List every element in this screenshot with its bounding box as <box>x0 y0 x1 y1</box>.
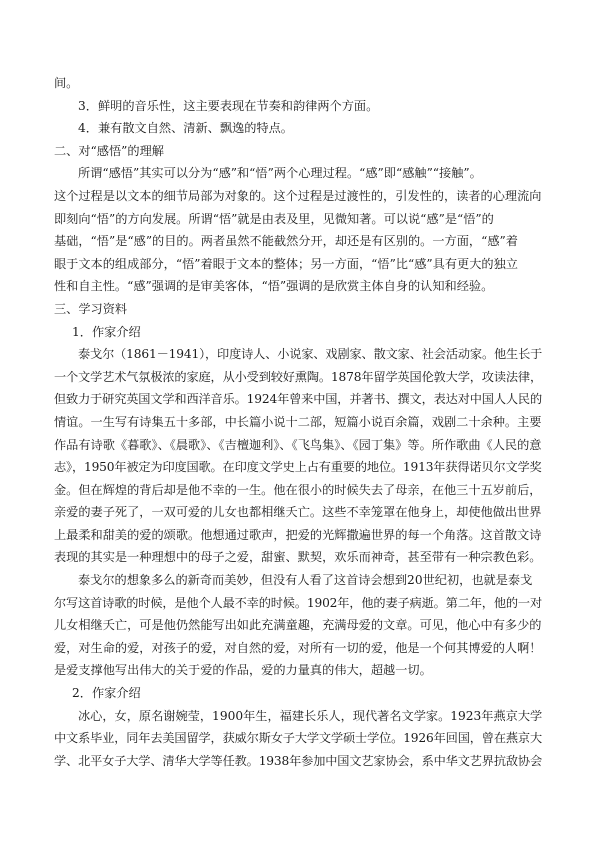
text-line: 间。 <box>54 76 79 90</box>
text-line: 性和自主性。“感”强调的是审美客体，“悟”强调的是欣赏主体自身的认知和经验。 <box>54 279 494 294</box>
text-line: 基础，“悟”是“感”的目的。两者虽然不能截然分开，却还是有区别的。一方面，“感”着 <box>54 234 518 249</box>
text-line: 二、对“感悟”的理解 <box>54 143 164 158</box>
text-line: 即刻向“悟”的方向发展。所谓“悟”就是由表及里，见微知著。可以说“感”是“悟”的 <box>54 211 494 226</box>
text-line: 泰戈尔的想象多么的新奇而美妙，但没有人看了这首诗会想到20世纪初，也就是泰戈 <box>78 573 533 588</box>
text-line: 三、学习资料 <box>54 301 128 316</box>
text-line: 泰戈尔（1861－1941），印度诗人、小说家、戏剧家、散文家、社会活动家。他生长于 <box>78 347 543 362</box>
text-line: 但致力于研究英国文学和西洋音乐。1924年曾来中国，并著书、撰文，表达对中国人人民的 <box>54 392 542 407</box>
document-page <box>54 72 542 772</box>
text-line: 上最柔和甜美的爱的颂歌。他想通过歌声，把爱的光辉撒遍世界的每一个角落。这首散文诗 <box>54 527 542 542</box>
text-line: 志》，1950年被定为印度国歌。在印度文学史上占有重要的地位。1913年获得诺贝尔文学奖 <box>54 460 542 475</box>
text-line: 亲爱的妻子死了，一双可爱的儿女也都相继夭亡。这些不幸笼罩在他身上，却使他做出世界 <box>54 505 542 520</box>
text-line: 作品有诗歌《暮歌》、《晨歌》、《吉檀迦利》、《飞鸟集》、《园丁集》等。所作歌曲《人民的意 <box>54 437 542 452</box>
text-line: 金。但在辉煌的背后却是他不幸的一生。他在很小的时候失去了母亲，在他三十五岁前后， <box>54 482 542 497</box>
text-line: 儿女相继夭亡，可是他仍然能写出如此充满童趣，充满母爱的文章。可见，他心中有多少的 <box>54 618 542 633</box>
text-line: 中文系毕业，同年去美国留学，获威尔斯女子大学文学硕士学位。1926年回国，曾在燕京大 <box>54 731 542 746</box>
text-line: 1．作家介绍 <box>72 324 141 339</box>
text-line: 4．兼有散文自然、清新、飘逸的特点。 <box>78 121 293 136</box>
text-line: 尔写这首诗歌的时候，是他个人最不幸的时候。1902年，他的妻子病逝。第二年，他的一对 <box>54 595 542 610</box>
text-line: 是爱支撑他写出伟大的关于爱的作品，爱的力量真的伟大，超越一切。 <box>54 663 432 678</box>
text-line: 冰心，女，原名谢婉莹，1900年生，福建长乐人，现代著名文学家。1923年燕京大学 <box>78 708 543 723</box>
text-line: 2．作家介绍 <box>72 686 141 701</box>
text-line: 一个文学艺术气氛极浓的家庭，从小受到较好熏陶。1878年留学英国伦敦大学，攻读法律， <box>54 369 542 384</box>
text-line: 这个过程是以文本的细节局部为对象的。这个过程是过渡性的，引发性的，读者的心理流向 <box>54 188 542 203</box>
text-line: 表现的其实是一种理想中的母子之爱，甜蜜、默契，欢乐而神奇，甚至带有一种宗教色彩。 <box>54 550 542 565</box>
text-line: 情谊。一生写有诗集五十多部，中长篇小说十二部，短篇小说百余篇，戏剧二十余种。主要 <box>54 414 542 429</box>
text-line: 学、北平女子大学、清华大学等任教。1938年参加中国文艺家协会，系中华文艺界抗敌协会 <box>54 753 542 768</box>
text-line: 所谓“感悟”其实可以分为“感”和“悟”两个心理过程。“感”即“感触”“接触”。 <box>78 166 482 181</box>
text-line: 3．鲜明的音乐性，这主要表现在节奏和韵律两个方面。 <box>78 98 379 113</box>
text-line: 爱，对生命的爱，对孩子的爱，对自然的爱，对所有一切的爱，他是一个何其博爱的人啊！ <box>54 640 542 655</box>
text-line: 眼于文本的组成部分，“悟”着眼于文本的整体；另一方面，“悟”比“感”具有更大的独立 <box>54 256 518 271</box>
